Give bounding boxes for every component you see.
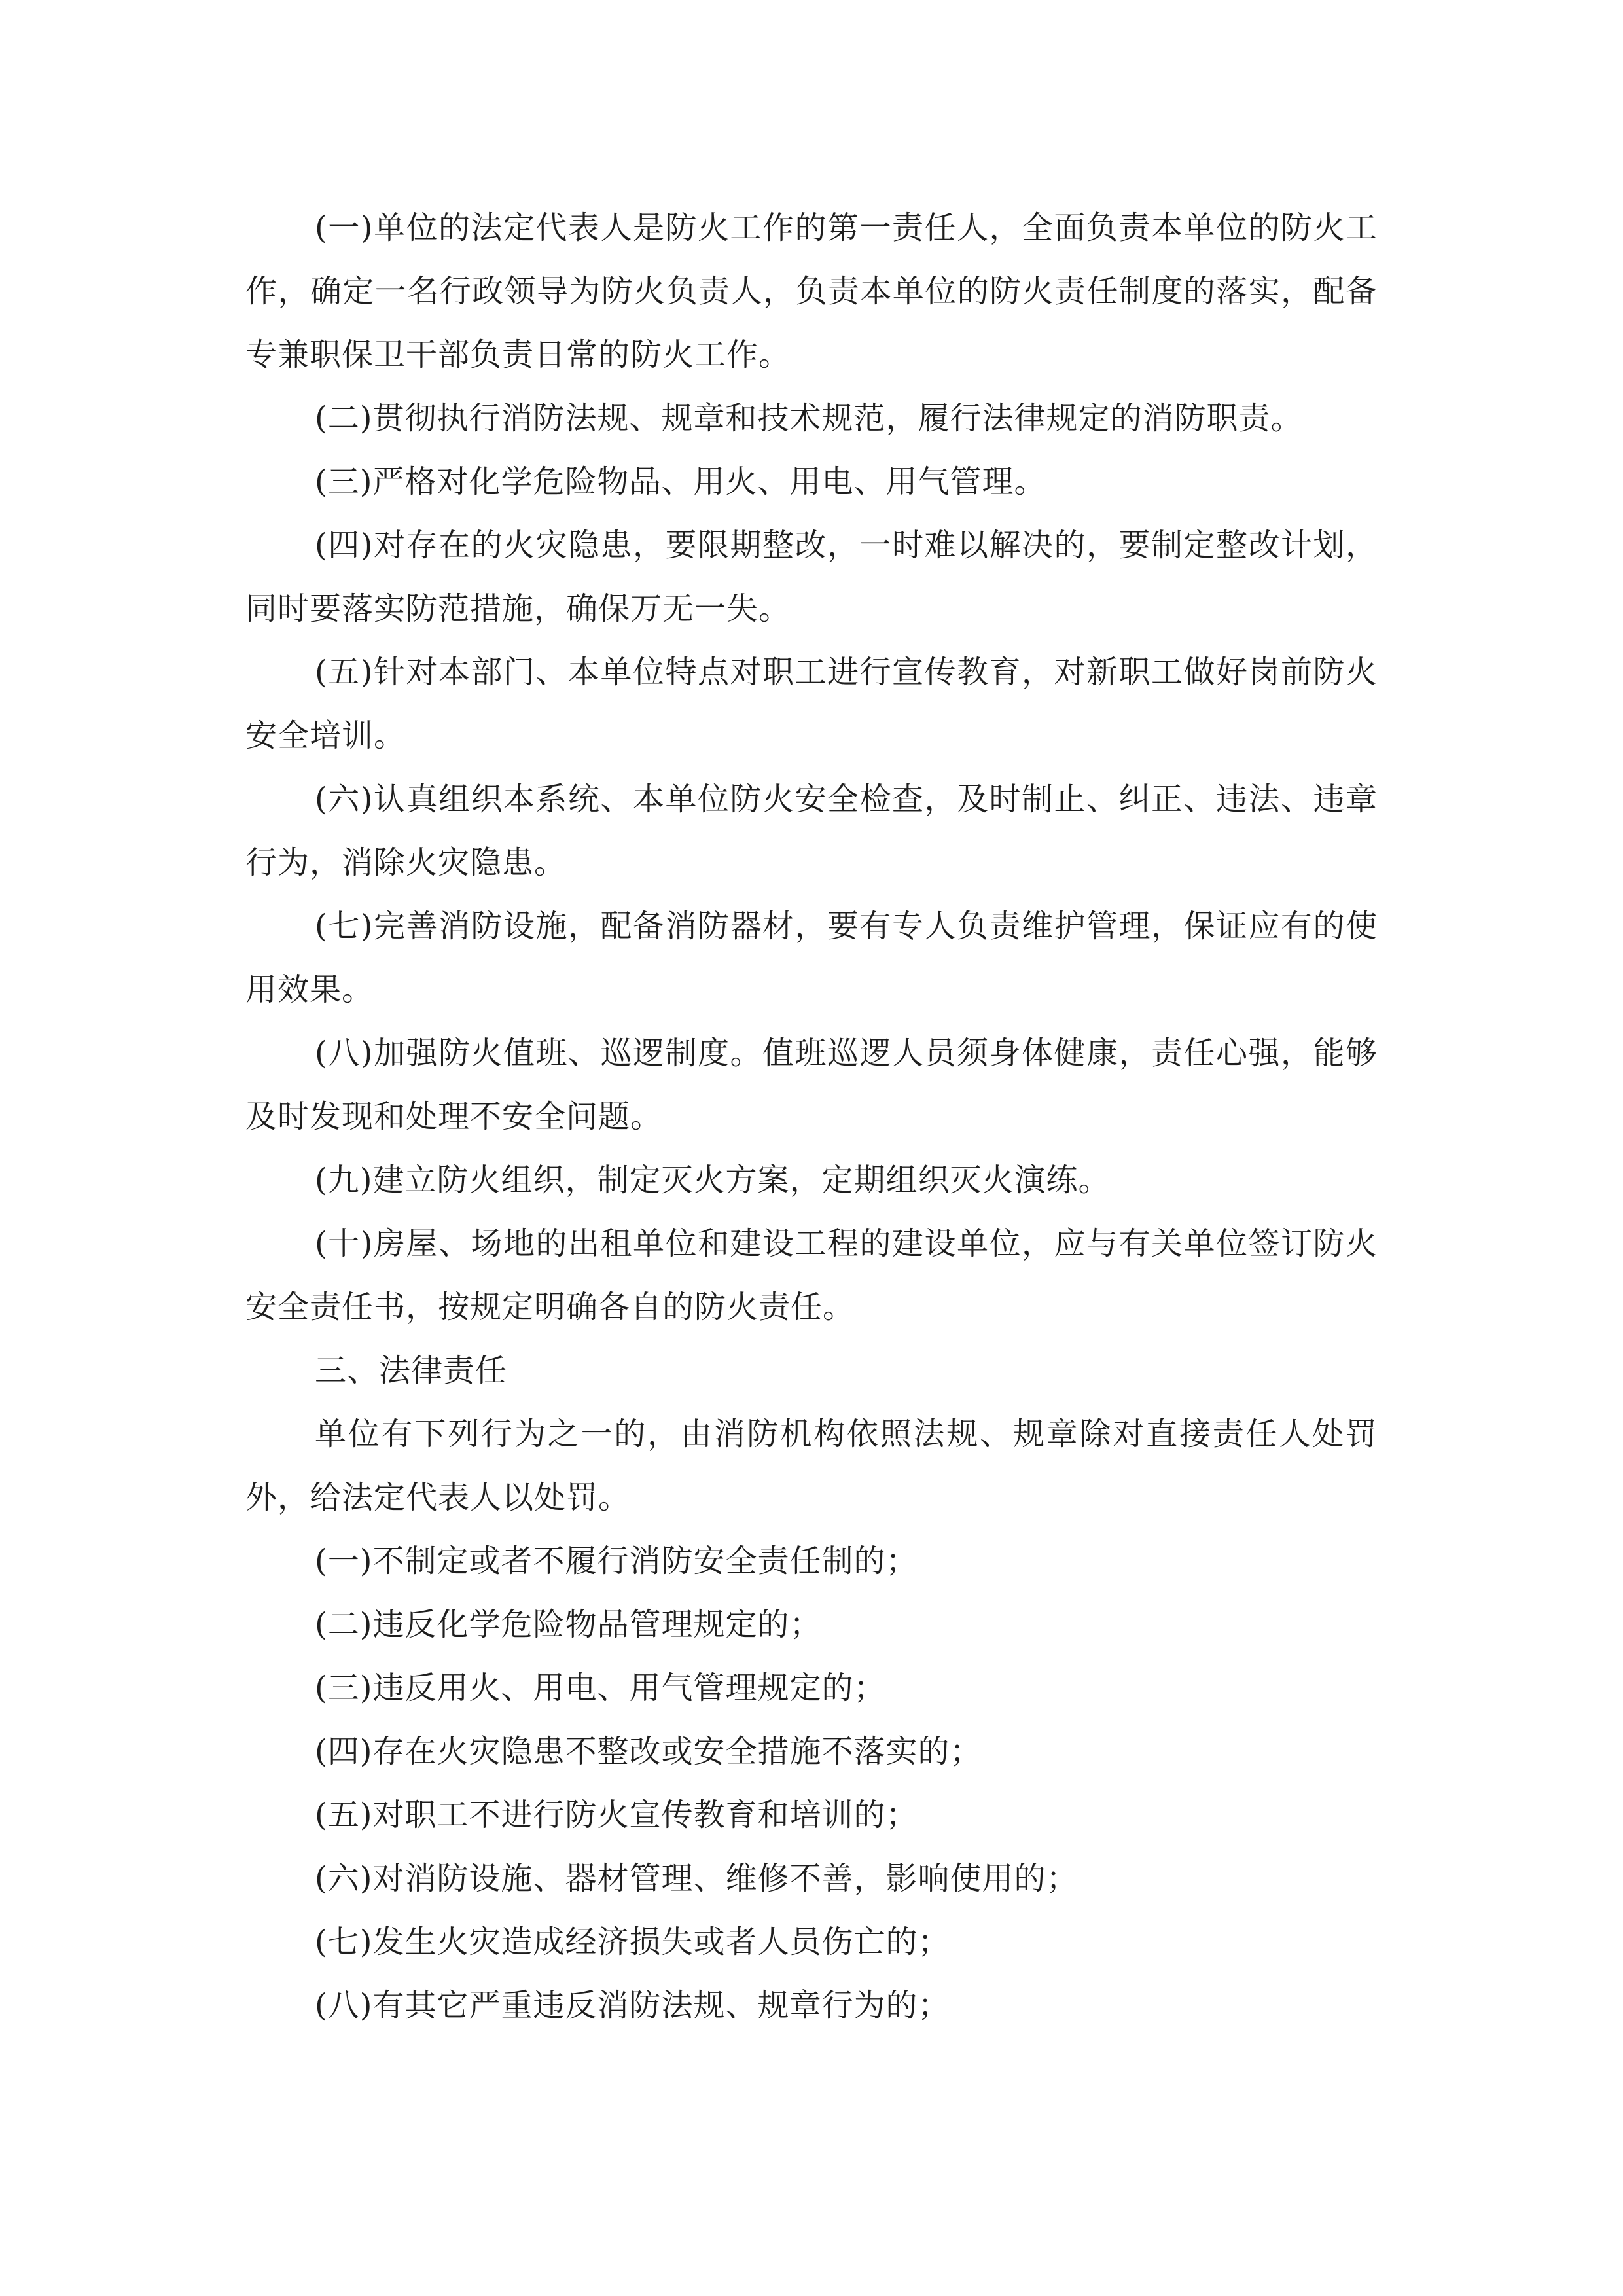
responsibility-item: (四)对存在的火灾隐患，要限期整改，一时难以解决的，要制定整改计划，同时要落实防范措施，确保万无一失。	[245, 527, 1378, 627]
responsibility-item: (八)加强防火值班、巡逻制度。值班巡逻人员须身体健康，责任心强，能够及时发现和处理不安全问题。	[245, 1035, 1378, 1135]
liability-item: (六)对消防设施、器材管理、维修不善，影响使用的；	[315, 1860, 1079, 1897]
section-intro: 单位有下列行为之一的，由消防机构依照法规、规章除对直接责任人处罚外，给法定代表人以处罚。	[245, 1416, 1378, 1516]
responsibility-item: (三)严格对化学危险物品、用火、用电、用气管理。	[315, 463, 1046, 500]
liability-item: (四)存在火灾隐患不整改或安全措施不落实的；	[315, 1733, 982, 1770]
responsibility-item: (九)建立防火组织，制定灭火方案，定期组织灭火演练。	[315, 1162, 1111, 1198]
responsibility-item: (二)贯彻执行消防法规、规章和技术规范，履行法律规定的消防职责。	[315, 400, 1303, 437]
responsibility-item: (五)针对本部门、本单位特点对职工进行宣传教育，对新职工做好岗前防火安全培训。	[245, 654, 1378, 754]
liability-item: (五)对职工不进行防火宣传教育和培训的；	[315, 1797, 918, 1833]
responsibility-item: (十)房屋、场地的出租单位和建设工程的建设单位，应与有关单位签订防火安全责任书，按规定明确各自的防火责任。	[245, 1225, 1378, 1325]
section-heading: 三、法律责任	[315, 1352, 508, 1389]
responsibility-item: (七)完善消防设施，配备消防器材，要有专人负责维护管理，保证应有的使用效果。	[245, 908, 1378, 1008]
liability-item: (二)违反化学危险物品管理规定的；	[315, 1606, 822, 1643]
liability-item: (三)违反用火、用电、用气管理规定的；	[315, 1670, 886, 1706]
liability-item: (八)有其它严重违反消防法规、规章行为的；	[315, 1987, 950, 2024]
responsibility-item: (六)认真组织本系统、本单位防火安全检查，及时制止、纠正、违法、违章行为，消除火灾隐患。	[245, 781, 1378, 881]
liability-item: (七)发生火灾造成经济损失或者人员伤亡的；	[315, 1924, 950, 1960]
liability-item: (一)不制定或者不履行消防安全责任制的；	[315, 1543, 918, 1579]
responsibility-item: (一)单位的法定代表人是防火工作的第一责任人，全面负责本单位的防火工作，确定一名行政领导为防火负责人，负责本单位的防火责任制度的落实，配备专兼职保卫干部负责日常的防火工作。	[245, 209, 1378, 373]
